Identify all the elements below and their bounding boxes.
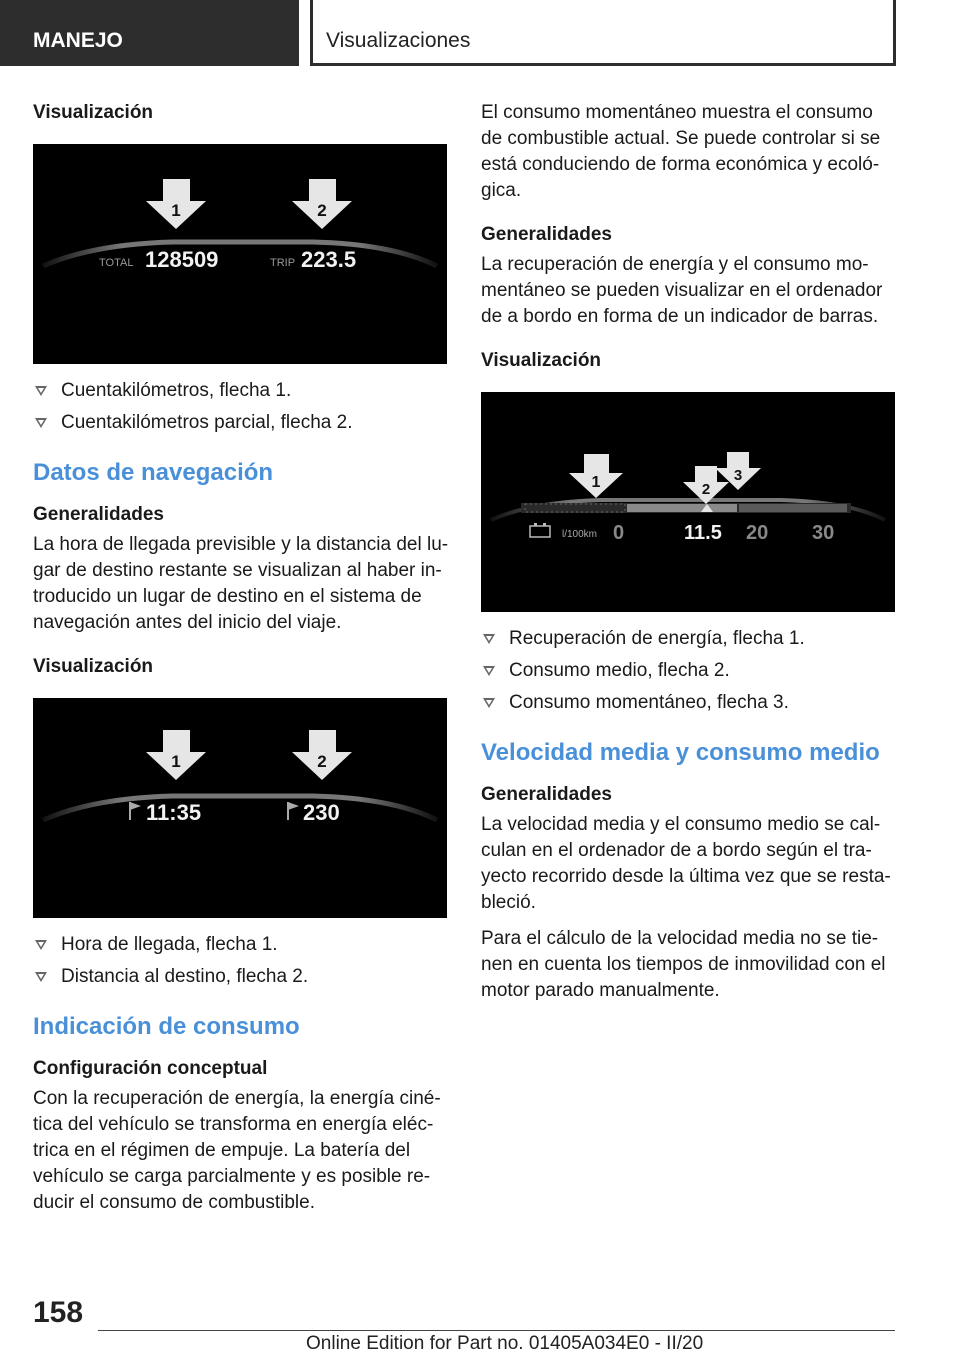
average-value: 11.5 [684, 522, 722, 544]
nav-general-text: La hora de llegada previsible y la distancia del lu-gar de destino restante se visualizan al haber in-troducido un lugar de destino en el sistema de navegación antes del inicio del viaje. [33, 534, 449, 633]
edition-text: Online Edition for Part no. 01405A034E0 - II/20 [306, 1333, 704, 1354]
arrow-2-icon [292, 730, 352, 780]
heading-navigation: Datos de navegación [33, 459, 274, 486]
arrow-1-number: 1 [171, 201, 181, 220]
visualizacion-label-2: Visualización [33, 656, 154, 677]
left-column [33, 100, 449, 1216]
heading-average-speed: Velocidad media y consumo medio [481, 739, 880, 766]
arrow-1-icon [146, 179, 206, 229]
odometer-display [33, 144, 447, 364]
bullet-triangle-icon [483, 698, 495, 708]
speed-general-label: Generalidades [481, 784, 612, 805]
bullet-item: Distancia al destino, flecha 2. [33, 964, 449, 990]
speed-text-1: La velocidad media y el consumo medio se cal-culan en el ordenador de a bordo según el tra-yecto recorrido desde la última vez que se resta-bleció. [481, 814, 891, 913]
flag-icon [130, 802, 141, 820]
consumption-concept-text: Con la recuperación de energía, la energía ciné-tica del vehículo se transforma en energía eléc-trica en el régimen de empuje. La batería del vehículo se carga parcialmente y es posible re-ducir el consumo de combustible. [33, 1088, 441, 1213]
distance-value: 230 [303, 800, 340, 825]
arrow-2-number: 2 [317, 201, 327, 220]
arrow-1-icon [146, 730, 206, 780]
arrival-time-value: 11:35 [146, 800, 202, 825]
scale-tick-0: 0 [613, 522, 625, 544]
bullet-triangle-icon [483, 634, 495, 644]
bullet-triangle-icon [35, 386, 47, 396]
nav-general-label: Generalidades [33, 504, 164, 525]
bullet-triangle-icon [35, 940, 47, 950]
bullet-triangle-icon [35, 418, 47, 428]
heading-consumption: Indicación de consumo [33, 1013, 300, 1040]
bullet-item: Cuentakilómetros, flecha 1. [33, 378, 449, 404]
bullet-item: Consumo medio, flecha 2. [481, 658, 897, 684]
right-column [481, 100, 897, 1004]
visualizacion-label-1: Visualización [33, 102, 154, 123]
bullet-list-navigation [33, 932, 449, 990]
general-text: La recuperación de energía y el consumo mo-mentáneo se pueden visualizar en el ordenador de a bordo en forma de un indicador de barras. [481, 254, 883, 327]
bullet-item: Cuentakilómetros parcial, flecha 2. [33, 410, 449, 436]
scale-tick-20: 20 [746, 522, 769, 544]
footer-divider [98, 1330, 895, 1331]
unit-label: l/100km [562, 529, 598, 540]
general-label: Generalidades [481, 224, 612, 245]
chapter-header: Visualizaciones [310, 0, 896, 66]
odometer-figure [33, 144, 447, 364]
visualizacion-label-3: Visualización [481, 350, 602, 371]
total-label: TOTAL [99, 257, 134, 269]
intro-text: El consumo momentáneo muestra el consumo de combustible actual. Se puede controlar si se está conduciendo de forma económica y ecoló-gica. [481, 102, 881, 201]
arrow-2-icon [292, 179, 352, 229]
arrow-2-number: 2 [317, 752, 327, 771]
bullet-triangle-icon [35, 972, 47, 982]
consumption-figure [481, 392, 895, 612]
bullet-item: Hora de llegada, flecha 1. [33, 932, 449, 958]
trip-label: TRIP [270, 257, 296, 269]
scale-tick-30: 30 [812, 522, 835, 544]
arrow-1-icon [569, 454, 623, 498]
total-value: 128509 [145, 247, 219, 272]
navigation-figure [33, 698, 447, 918]
bullet-triangle-icon [483, 666, 495, 676]
speed-text-2: Para el cálculo de la velocidad media no se tie-nen en cuenta los tiempos de inmovilidad con el motor parado manualmente. [481, 928, 886, 1001]
arrow-3-number: 3 [733, 467, 743, 484]
arrow-1-number: 1 [591, 474, 601, 491]
trip-value: 223.5 [301, 247, 357, 272]
page-number: 158 [33, 1296, 84, 1329]
battery-icon [530, 523, 550, 537]
consumption-concept-label: Configuración conceptual [33, 1058, 268, 1079]
flag-icon [288, 802, 299, 820]
section-header: MANEJO [0, 0, 299, 66]
arrow-1-number: 1 [171, 752, 181, 771]
arrow-2-number: 2 [701, 481, 711, 498]
bullet-list-odometer [33, 378, 449, 436]
bullet-item: Recuperación de energía, flecha 1. [481, 626, 897, 652]
bullet-list-consumption [481, 626, 897, 716]
consumption-display [481, 392, 895, 612]
bullet-item: Consumo momentáneo, flecha 3. [481, 690, 897, 716]
navigation-display [33, 698, 447, 918]
